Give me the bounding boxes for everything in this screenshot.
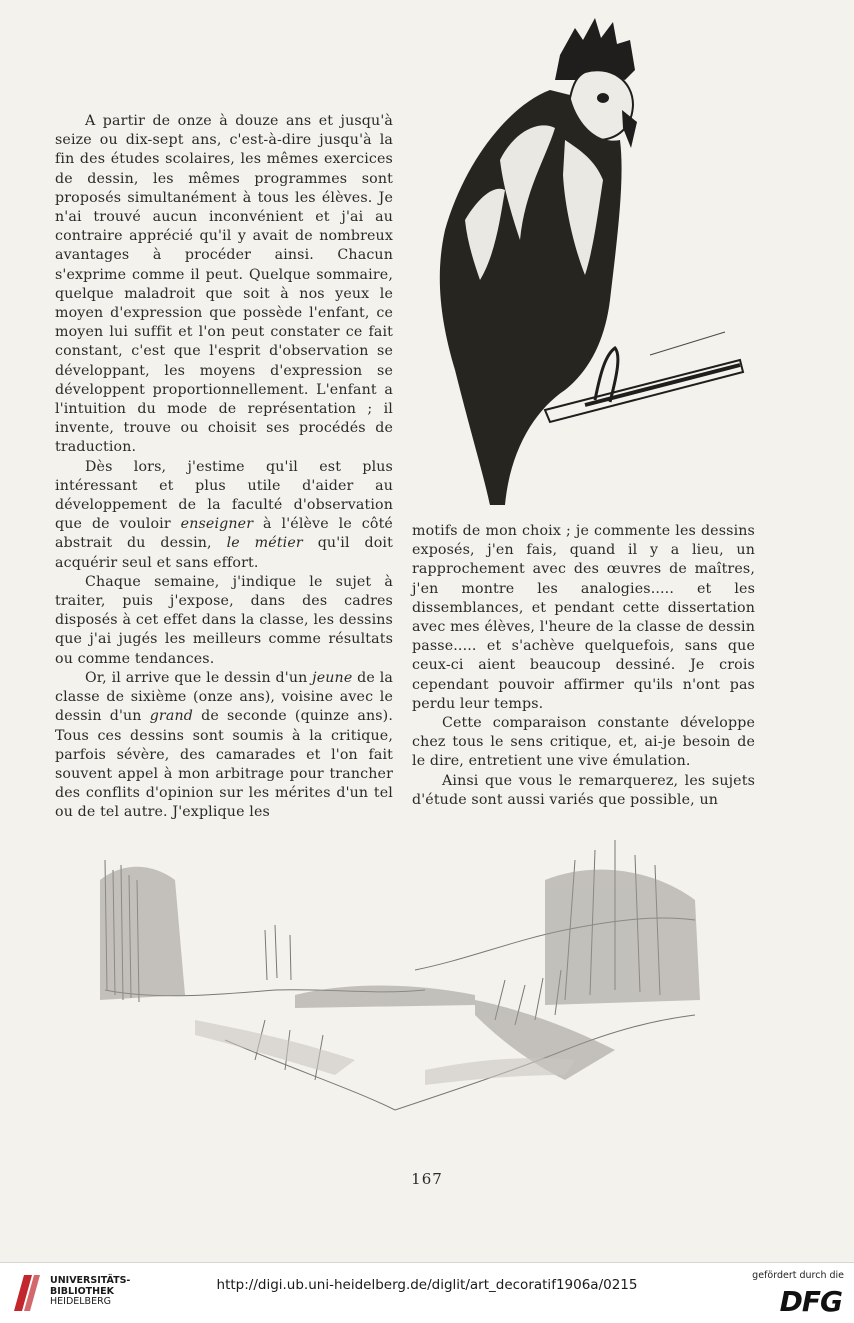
paragraph: Cette comparaison constante développe chez tous le sens critique, et, ai-je besoin de le dire, entretient une vive émulation.	[412, 715, 755, 770]
dfg-logo[interactable]: DFG	[779, 1285, 842, 1318]
paragraph: Dès lors, j'estime qu'il est plus intéressant et plus utile d'aider au développement de la faculté d'observation que de vouloir enseigner à l'élève le côté abstrait du dessin, le métier qu'il doit acquérir seul et sans effort.	[55, 458, 393, 571]
paragraph: Chaque semaine, j'indique le sujet à traiter, puis j'expose, dans des cadres disposés à cet effet dans la classe, les dessins que j'ai jugés les meilleurs comme résultats ou comme tendances.	[55, 573, 393, 667]
funded-by-label: gefördert durch die	[752, 1270, 844, 1281]
footer-bar	[0, 1262, 854, 1323]
paragraph: A partir de onze à douze ans et jusqu'à seize ou dix-sept ans, c'est-à-dire jusqu'à la fin des études scolaires, les mêmes exercices de dessin, les mêmes programmes sont proposés simultanément à tous les élèves. Je n'ai trouvé aucun inconvénient et j'ai au contraire apprécié qu'il y avait de nombreux avantages à procéder ainsi. Chacun s'exprime comme il peut. Quelque sommaire, quelque maladroit que soit à nos yeux le moyen d'expression que possède l'enfant, ce moyen lui suffit et l'on peut constater ce fait constant, c'est que l'esprit d'observation se développant, les moyens d'expression se développent proportionnellement. L'enfant a l'intuition du mode de représentation ; il invente, trouve ou choisit ses procédés de traduction.	[55, 113, 393, 456]
bird-illustration	[425, 10, 755, 515]
paragraph: motifs de mon choix ; je commente les dessins exposés, j'en fais, quand il y a lieu, un rapprochement avec des œuvres de maîtres, j'en montre les analogies..... et les dissemblances, et pendant cette dissertation avec mes élèves, l'heure de la classe de dessin passe..... et s'achève quelquefois, sans que ceux-ci aient beaucoup dessiné. Je crois cependant pouvoir affirmer qu'ils n'ont pas perdu leur temps.	[412, 523, 755, 712]
page-number: 167	[411, 1170, 443, 1188]
landscape-illustration	[95, 820, 715, 1135]
left-text-column	[55, 112, 393, 823]
source-url-link[interactable]: http://digi.ub.uni-heidelberg.de/diglit/art_decoratif1906a/0215	[216, 1277, 638, 1293]
paragraph: Or, il arrive que le dessin d'un jeune de la classe de sixième (onze ans), voisine avec le dessin d'un grand de seconde (quinze ans). Tous ces dessins sont soumis à la critique, parfois sévère, des camarades et l'on fait souvent appel à mon arbitrage pour trancher des conflits d'opinion sur les mérites d'un tel ou de tel autre. J'explique les	[55, 669, 394, 821]
right-text-column	[412, 522, 755, 810]
paragraph: Ainsi que vous le remarquerez, les sujets d'étude sont aussi variés que possible, un	[412, 772, 755, 808]
university-library-name: UNIVERSITÄTS- BIBLIOTHEK HEIDELBERG	[50, 1275, 131, 1307]
